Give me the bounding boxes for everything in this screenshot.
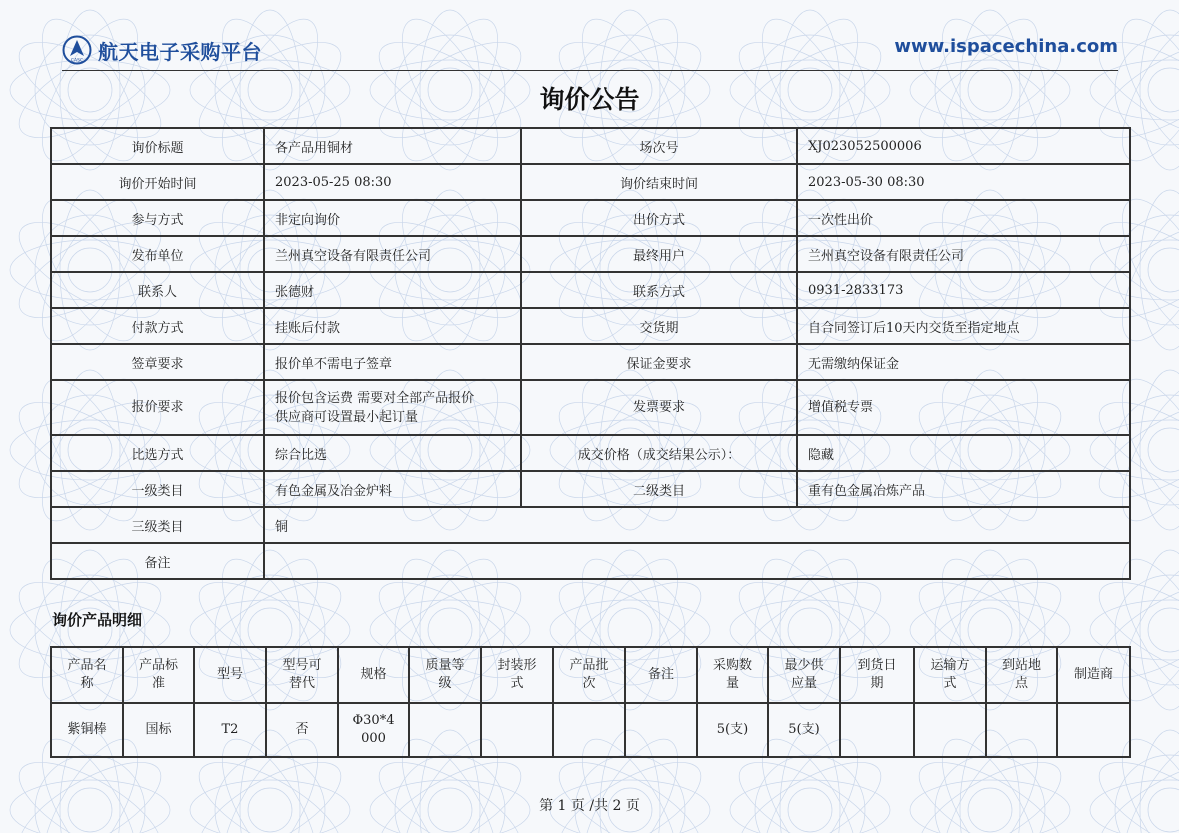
field-value: 各产品用铜材 <box>264 128 521 164</box>
table-cell <box>840 703 914 757</box>
column-header <box>840 647 914 703</box>
field-label: 询价标题 <box>51 128 264 164</box>
column-header <box>768 647 840 703</box>
info-row <box>51 308 1130 344</box>
column-header <box>553 647 625 703</box>
info-row <box>51 236 1130 272</box>
logo-caption: CASC <box>70 58 84 64</box>
field-value: 报价单不需电子签章 <box>264 344 521 380</box>
cell-line: Φ30*4 <box>352 713 395 728</box>
table-cell <box>481 703 553 757</box>
field-value: XJ023052500006 <box>797 128 1130 164</box>
table-cell <box>266 703 338 757</box>
field-label: 一级类目 <box>51 471 264 507</box>
header-line: 到货日 <box>857 658 897 673</box>
product-detail-table <box>50 646 1131 758</box>
cell-line: 5(支) <box>716 722 749 737</box>
field-label: 联系方式 <box>521 272 797 308</box>
field-label: 联系人 <box>51 272 264 308</box>
field-value: 张德财 <box>264 272 521 308</box>
inquiry-info-table <box>50 127 1131 580</box>
info-row <box>51 380 1130 435</box>
field-value: 无需缴纳保证金 <box>797 344 1130 380</box>
header-line: 制造商 <box>1073 667 1113 682</box>
column-header <box>697 647 768 703</box>
table-cell <box>914 703 986 757</box>
header-line: 期 <box>870 676 884 691</box>
column-header <box>409 647 481 703</box>
table-cell <box>768 703 840 757</box>
field-label: 发布单位 <box>51 236 264 272</box>
field-label: 场次号 <box>521 128 797 164</box>
page-title: 询价公告 <box>539 85 640 114</box>
info-row <box>51 435 1130 471</box>
table-cell <box>194 703 266 757</box>
field-value: 有色金属及冶金炉料 <box>264 471 521 507</box>
table-cell <box>986 703 1057 757</box>
header-line: 准 <box>151 676 165 691</box>
column-header <box>986 647 1057 703</box>
field-value: 2023-05-30 08:30 <box>797 164 1130 200</box>
field-label: 付款方式 <box>51 308 264 344</box>
header-line: 规格 <box>360 667 387 682</box>
field-label: 保证金要求 <box>521 344 797 380</box>
info-row <box>51 344 1130 380</box>
field-value-line: 供应商可设置最小起订量 <box>275 409 419 425</box>
field-value: 自合同签订后10天内交货至指定地点 <box>797 308 1130 344</box>
header-line: 产品标 <box>138 658 178 673</box>
table-cell <box>338 703 409 757</box>
info-row-remark <box>51 543 1130 579</box>
field-label: 最终用户 <box>521 236 797 272</box>
info-row <box>51 200 1130 236</box>
header-line: 采购数 <box>712 658 752 673</box>
column-header <box>194 647 266 703</box>
info-row <box>51 164 1130 200</box>
field-label: 备注 <box>51 543 264 579</box>
header-line: 应量 <box>790 676 817 691</box>
column-header <box>481 647 553 703</box>
page-header <box>62 30 1118 71</box>
table-cell <box>123 703 194 757</box>
field-label: 参与方式 <box>51 200 264 236</box>
product-header-row <box>51 647 1130 703</box>
table-cell <box>697 703 768 757</box>
header-line: 点 <box>1014 676 1028 691</box>
table-cell <box>51 703 123 757</box>
column-header <box>1057 647 1130 703</box>
cell-line: 紫铜棒 <box>67 722 107 737</box>
table-cell <box>1057 703 1130 757</box>
header-line: 型号 <box>216 667 243 682</box>
field-label: 询价开始时间 <box>51 164 264 200</box>
field-value: 综合比选 <box>264 435 521 471</box>
field-value: 挂账后付款 <box>264 308 521 344</box>
column-header <box>123 647 194 703</box>
table-cell <box>409 703 481 757</box>
column-header <box>914 647 986 703</box>
field-value: 非定向询价 <box>264 200 521 236</box>
header-line: 称 <box>80 676 94 691</box>
cell-line: 000 <box>361 731 386 746</box>
casc-logo-icon <box>62 35 92 65</box>
header-line: 级 <box>438 676 452 691</box>
field-value <box>264 380 521 435</box>
header-line: 运输方 <box>930 658 970 673</box>
field-value: 铜 <box>264 507 1130 543</box>
field-label: 成交价格（成交结果公示）： <box>521 435 797 471</box>
header-line: 替代 <box>288 676 315 691</box>
info-row <box>51 128 1130 164</box>
field-label: 三级类目 <box>51 507 264 543</box>
header-line: 次 <box>582 676 596 691</box>
column-header <box>51 647 123 703</box>
field-value: 重有色金属冶炼产品 <box>797 471 1130 507</box>
info-row <box>51 272 1130 308</box>
field-label: 询价结束时间 <box>521 164 797 200</box>
field-value <box>264 543 1130 579</box>
table-cell <box>625 703 697 757</box>
header-line: 封装形 <box>497 658 537 673</box>
brand-name: 航天电子采购平台 <box>98 39 262 64</box>
info-row-cat3 <box>51 507 1130 543</box>
header-line: 质量等 <box>425 658 465 673</box>
site-url-link[interactable]: www.ispacechina.com <box>894 36 1118 57</box>
field-label: 出价方式 <box>521 200 797 236</box>
cell-line: 国标 <box>145 722 172 737</box>
field-label: 交货期 <box>521 308 797 344</box>
info-row <box>51 471 1130 507</box>
header-line: 产品批 <box>569 658 609 673</box>
field-label: 比选方式 <box>51 435 264 471</box>
table-row <box>51 703 1130 757</box>
field-label: 发票要求 <box>521 380 797 435</box>
field-label: 二级类目 <box>521 471 797 507</box>
field-value-line: 报价包含运费 需要对全部产品报价 <box>275 390 475 406</box>
column-header <box>625 647 697 703</box>
cell-line: 否 <box>295 722 309 737</box>
field-value: 增值税专票 <box>797 380 1130 435</box>
field-label: 报价要求 <box>51 380 264 435</box>
header-line: 型号可 <box>282 658 322 673</box>
header-line: 最少供 <box>784 658 824 673</box>
field-value: 隐藏 <box>797 435 1130 471</box>
header-line: 量 <box>725 676 739 691</box>
header-line: 式 <box>510 676 524 691</box>
field-value: 2023-05-25 08:30 <box>264 164 521 200</box>
header-line: 产品名 <box>67 658 107 673</box>
brand-logo <box>62 34 262 66</box>
header-line: 备注 <box>647 667 674 682</box>
field-value: 0931-2833173 <box>797 272 1130 308</box>
field-value: 一次性出价 <box>797 200 1130 236</box>
page-number: 第 1 页 /共 2 页 <box>539 798 640 814</box>
header-line: 式 <box>943 676 957 691</box>
cell-line: T2 <box>221 722 239 737</box>
field-value: 兰州真空设备有限责任公司 <box>797 236 1130 272</box>
column-header <box>266 647 338 703</box>
field-value: 兰州真空设备有限责任公司 <box>264 236 521 272</box>
field-label: 签章要求 <box>51 344 264 380</box>
column-header <box>338 647 409 703</box>
header-line: 到站地 <box>1001 658 1041 673</box>
product-detail-title: 询价产品明细 <box>52 611 143 629</box>
table-cell <box>553 703 625 757</box>
cell-line: 5(支) <box>788 722 820 737</box>
